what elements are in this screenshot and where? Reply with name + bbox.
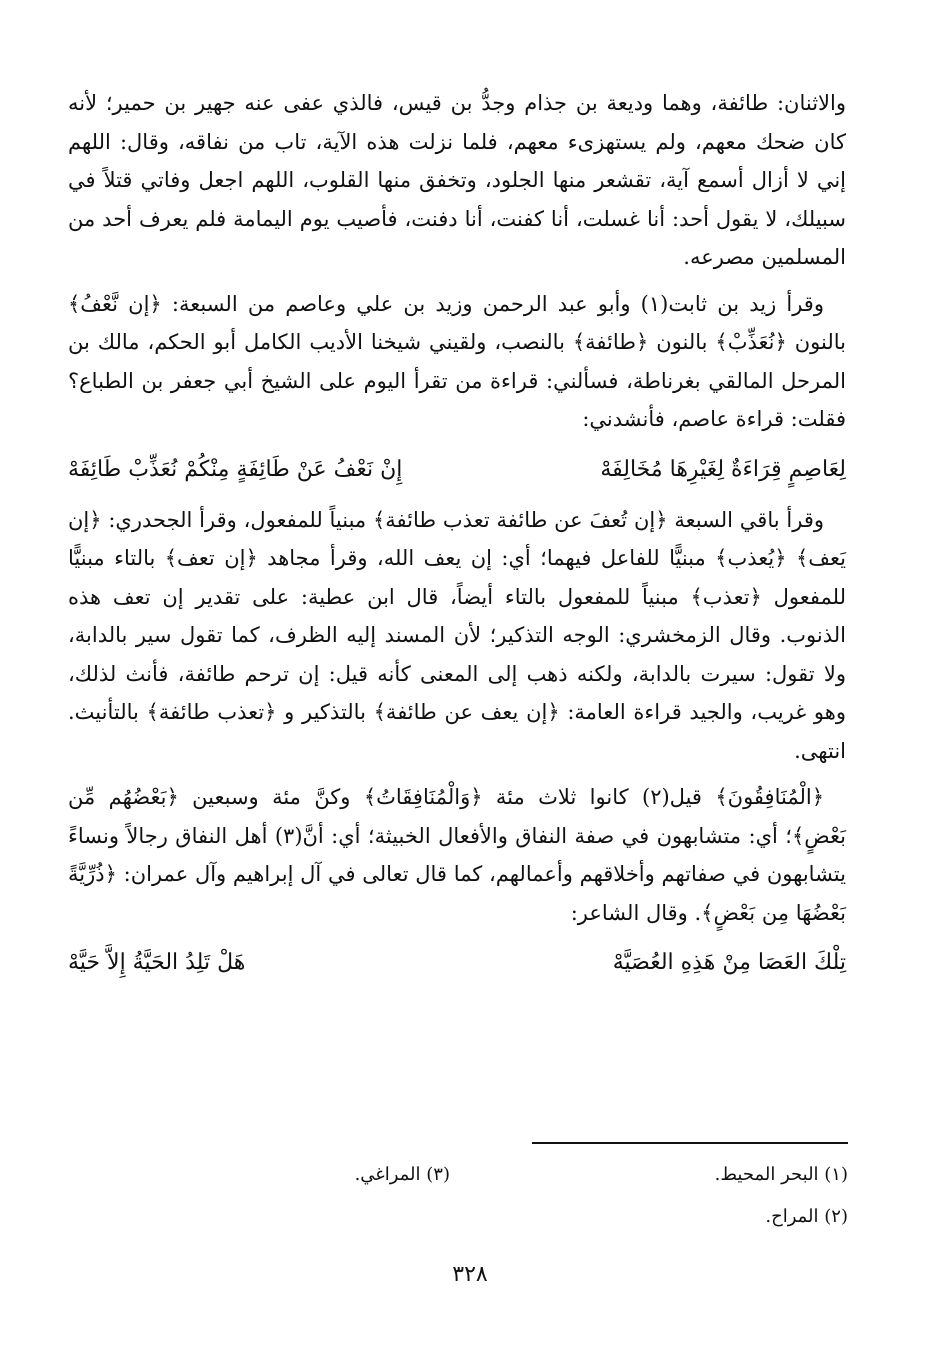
verse-2-second-hemistich: هَلْ تَلِدُ الحَيَّةُ إِلاَّ حَيَّهْ (68, 950, 246, 975)
paragraph-1: والاثنان: طائفة، وهما وديعة بن جذام وجدُّ بن قيس، فالذي عفى عنه جهير بن حمير؛ لأنه كان ضحك معهم، ولم يستهزىء معهم، فلما نزلت هذه الآية، تاب من نفاقه، وقال: اللهم إني لا أزال أسمع آية، تقشعر منها الجلود، وتخفق منها القلوب، اللهم اجعل وفاتي قتلاً في سبيلك، لا يقول أحد: أنا غسلت، أنا كفنت، أنا دفنت، فأصيب يوم اليمامة فلم يعرف أحد من المسلمين مصرعه. (68, 91, 846, 269)
footnote-separator (532, 1142, 848, 1144)
footnote-3: (٣) المراغي. (354, 1164, 450, 1185)
verse-2-first-hemistich: تِلْكَ العَصَا مِنْ هَذِهِ العُصَيَّهْ (612, 950, 846, 975)
paragraph-2: وقرأ زيد بن ثابت(١) وأبو عبد الرحمن وزيد بن علي وعاصم من السبعة: ﴿إن نَّعْفُ﴾ بالنون ﴿نُعَذِّبْ﴾ بالنون ﴿طائفة﴾ بالنصب، ولقيني شيخنا الأديب الكامل أبو الحكم، مالك بن المرحل المالقي بغرناطة، فسألني: قراءة من تقرأ اليوم على الشيخ أبي جعفر بن الطباع؟ فقلت: قراءة عاصم، فأنشدني: (68, 291, 846, 431)
main-text (68, 84, 846, 994)
verse-2 (68, 940, 846, 986)
footnote-1: (١) البحر المحيط. (714, 1164, 848, 1185)
verse-1 (68, 447, 846, 493)
verse-1-second-hemistich: إِنْ نَعْفُ عَنْ طَائِفَةٍ مِنْكُمْ نُعَذِّبْ طَائِفَهْ (68, 456, 403, 482)
footnote-2: (٢) المراح. (765, 1206, 848, 1227)
paragraph-4: ﴿الْمُنَافِقُونَ﴾ قيل(٢) كانوا ثلاث مئة ﴿وَالْمُنَافِقَاتُ﴾ وكنَّ مئة وسبعين ﴿بَعْضُهُم مِّن بَعْضٍ﴾؛ أي: متشابهون في صفة النفاق والأفعال الخبيثة؛ أي: أنَّ(٣) أهل النفاق رجالاً ونساءً يتشابهون في صفاتهم وأخلاقهم وأعمالهم، كما قال تعالى في آل إبراهيم وآل عمران: ﴿ذُرِّيَّةً بَعْضُهَا مِن بَعْضٍ﴾. وقال الشاعر: (68, 785, 846, 925)
paragraph-3: وقرأ باقي السبعة ﴿إن تُعفَ عن طائفة تعذب طائفة﴾ مبنياً للمفعول، وقرأ الجحدري: ﴿إن يَعف﴾ ﴿يُعذب﴾ مبنيًّا للفاعل فيهما؛ أي: إن يعف الله، وقرأ مجاهد ﴿إن تعف﴾ بالتاء مبنيًّا للمفعول ﴿تعذب﴾ مبنياً للمفعول بالتاء أيضاً، قال ابن عطية: على تقدير إن تعف هذه الذنوب. وقال الزمخشري: الوجه التذكير؛ لأن المسند إليه الظرف، كما تقول سير بالدابة، ولا تقول: سيرت بالدابة، ولكنه ذهب إلى المعنى كأنه قيل: إن ترحم طائفة، فأنث لذلك، وهو غريب، والجيد قراءة العامة: ﴿إن يعف عن طائفة﴾ بالتذكير و ﴿تعذب طائفة﴾ بالتأنيث. انتهى. (68, 507, 846, 763)
page-number: ٣٢٨ (452, 1262, 488, 1287)
verse-1-first-hemistich: لِعَاصِمٍ قِرَاءَةٌ لِغَيْرِهَا مُخَالِفَهْ (600, 456, 846, 482)
